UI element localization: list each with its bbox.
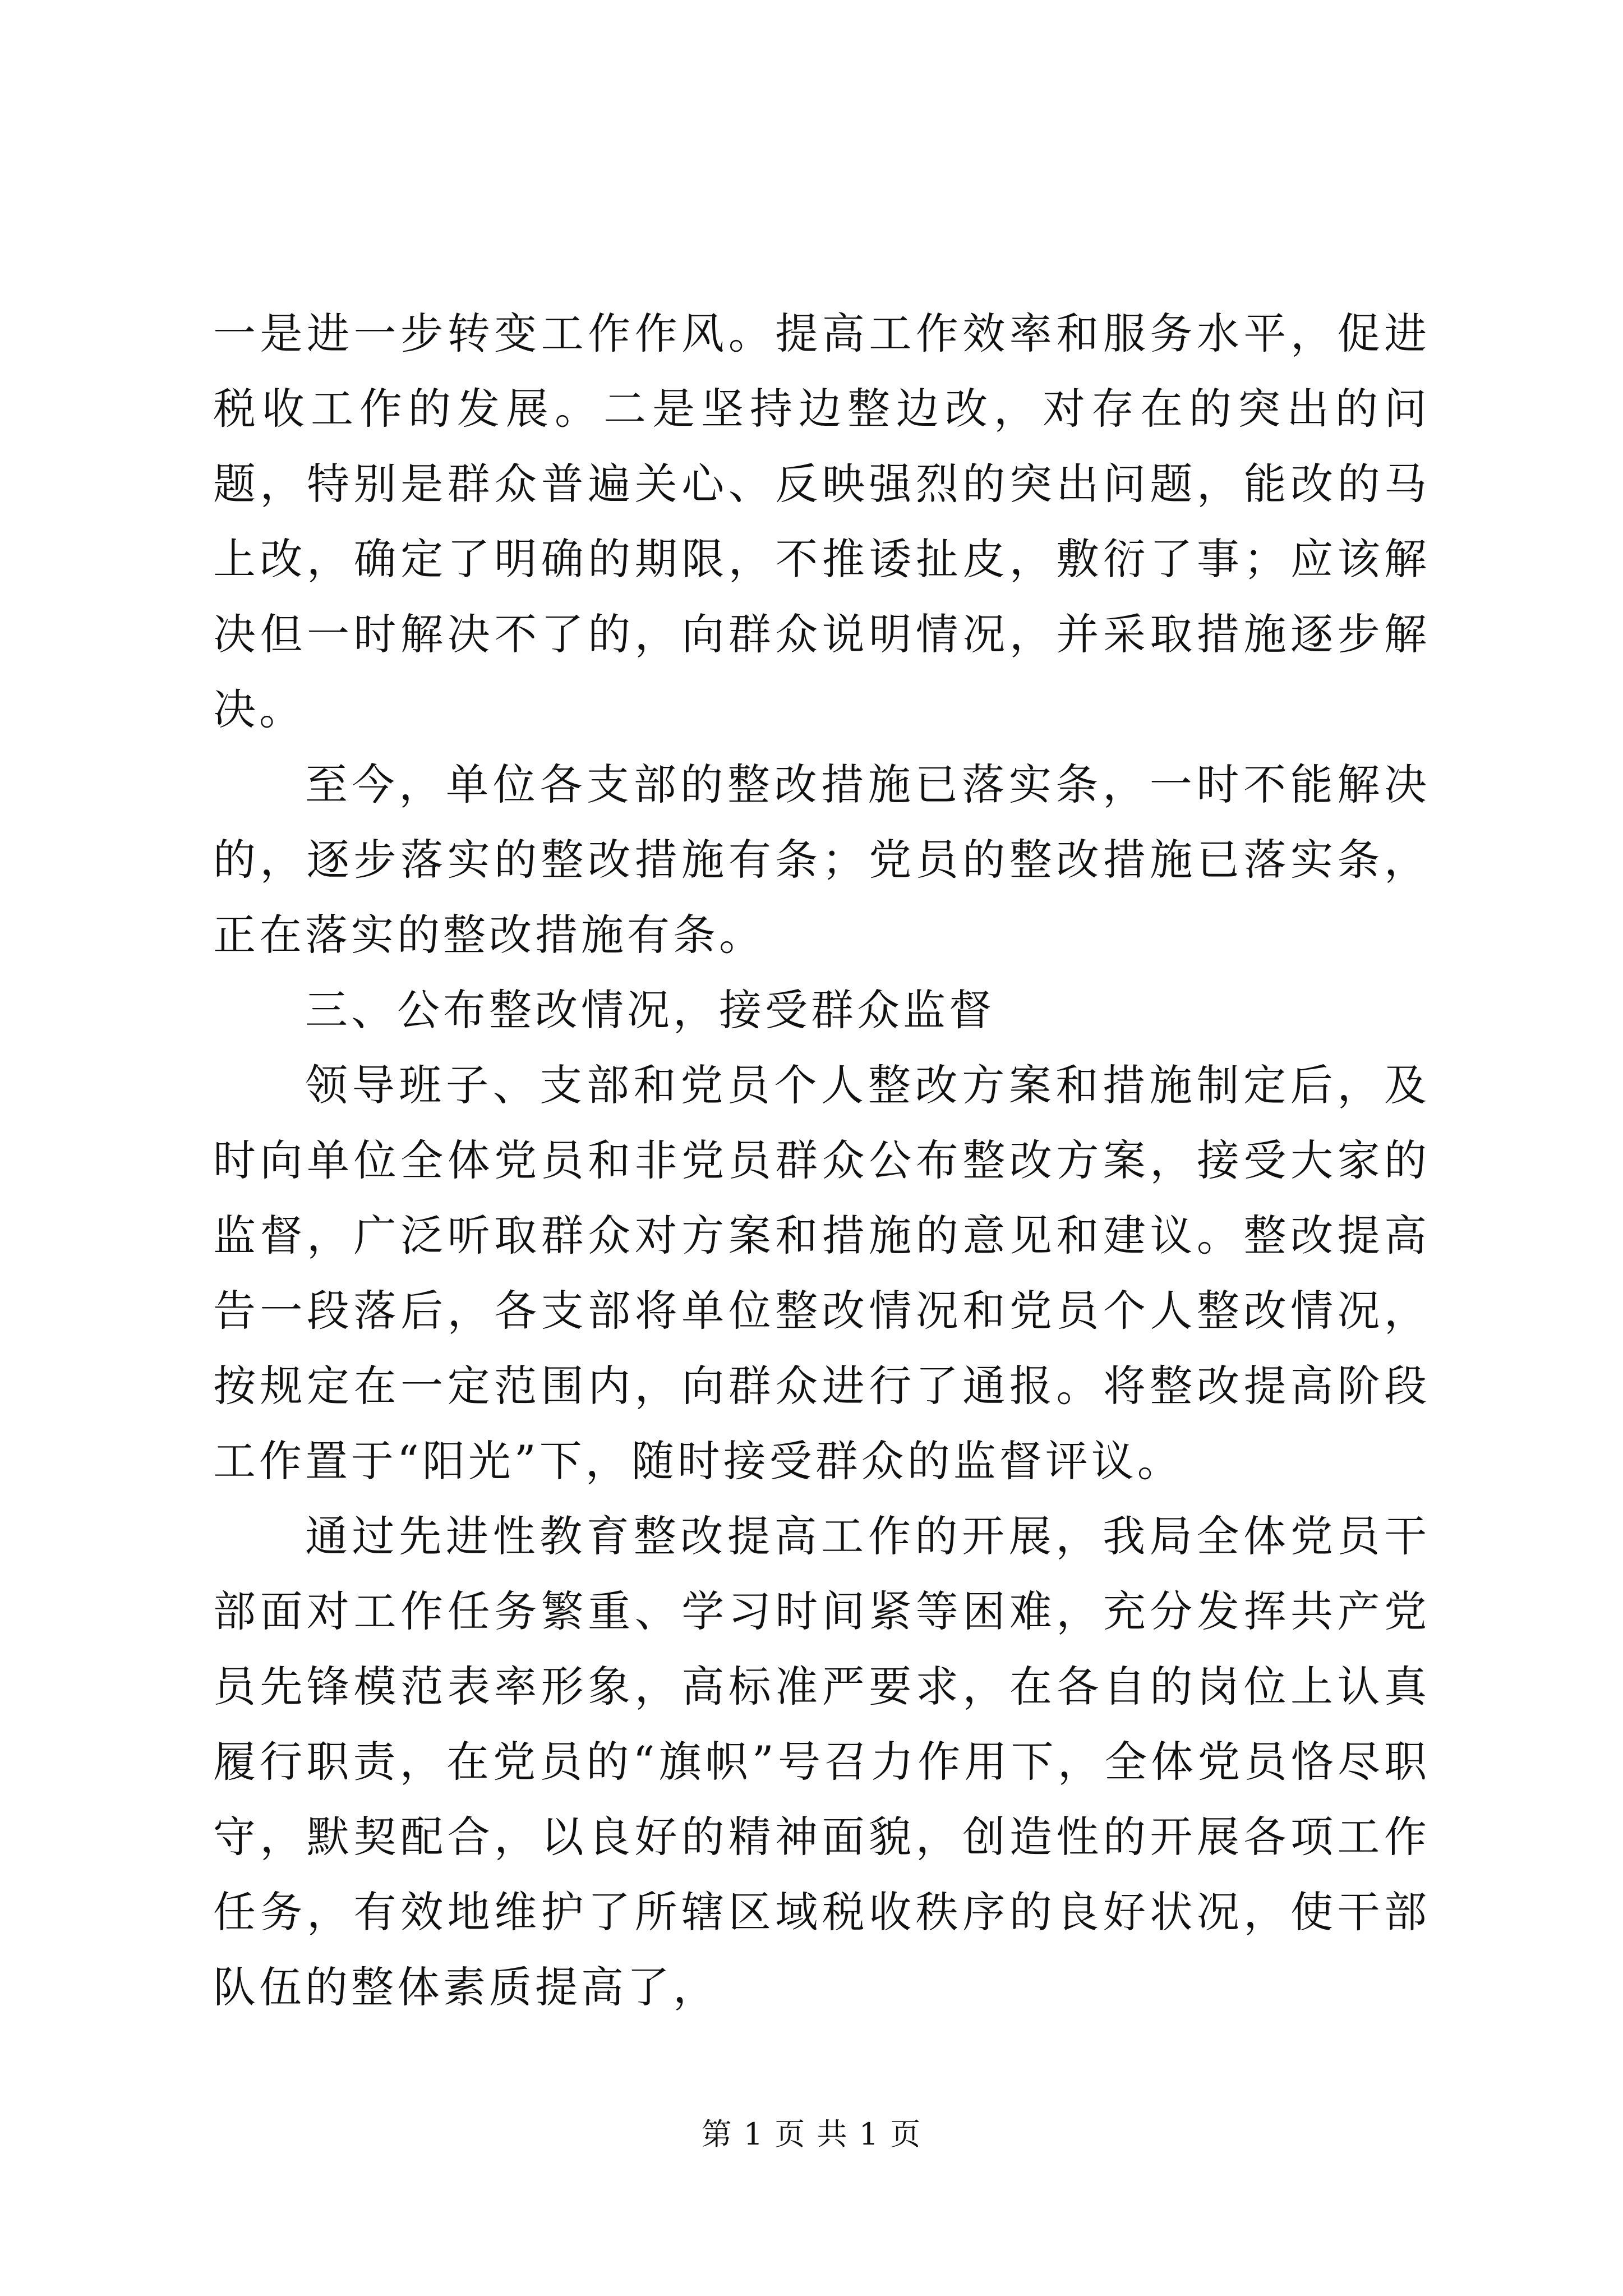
document-body [213, 296, 1430, 2025]
paragraph-continuation: 一是进一步转变工作作风。提高工作效率和服务水平，促进税收工作的发展。二是坚持边整边改，对存在的突出的问题，特别是群众普遍关心、反映强烈的突出问题，能改的马上改，确定了明确的期限，不推诿扯皮，敷衍了事；应该解决但一时解决不了的，向群众说明情况，并采取措施逐步解决。 [213, 309, 1430, 734]
page-footer: 第 1 页 共 1 页 [701, 2116, 922, 2152]
paragraph-results: 通过先进性教育整改提高工作的开展，我局全体党员干部面对工作任务繁重、学习时间紧等困难，充分发挥共产党员先锋模范表率形象，高标准严要求，在各自的岗位上认真履行职责，在党员的“旗帜”号召力作用下，全体党员恪尽职守，默契配合，以良好的精神面貌，创造性的开展各项工作任务，有效地维护了所辖区域税收秩序的良好状况，使干部队伍的整体素质提高了， [213, 1511, 1430, 2012]
section-heading: 三、公布整改情况，接受群众监督 [305, 985, 995, 1035]
paragraph-progress: 至今，单位各支部的整改措施已落实条，一时不能解决的，逐步落实的整改措施有条；党员的整改措施已落实条，正在落实的整改措施有条。 [213, 760, 1430, 960]
paragraph-publicity: 领导班子、支部和党员个人整改方案和措施制定后，及时向单位全体党员和非党员群众公布整改方案，接受大家的监督，广泛听取群众对方案和措施的意见和建议。整改提高告一段落后，各支部将单位整改情况和党员个人整改情况，按规定在一定范围内，向群众进行了通报。将整改提高阶段工作置于“阳光”下，随时接受群众的监督评议。 [213, 1060, 1430, 1486]
